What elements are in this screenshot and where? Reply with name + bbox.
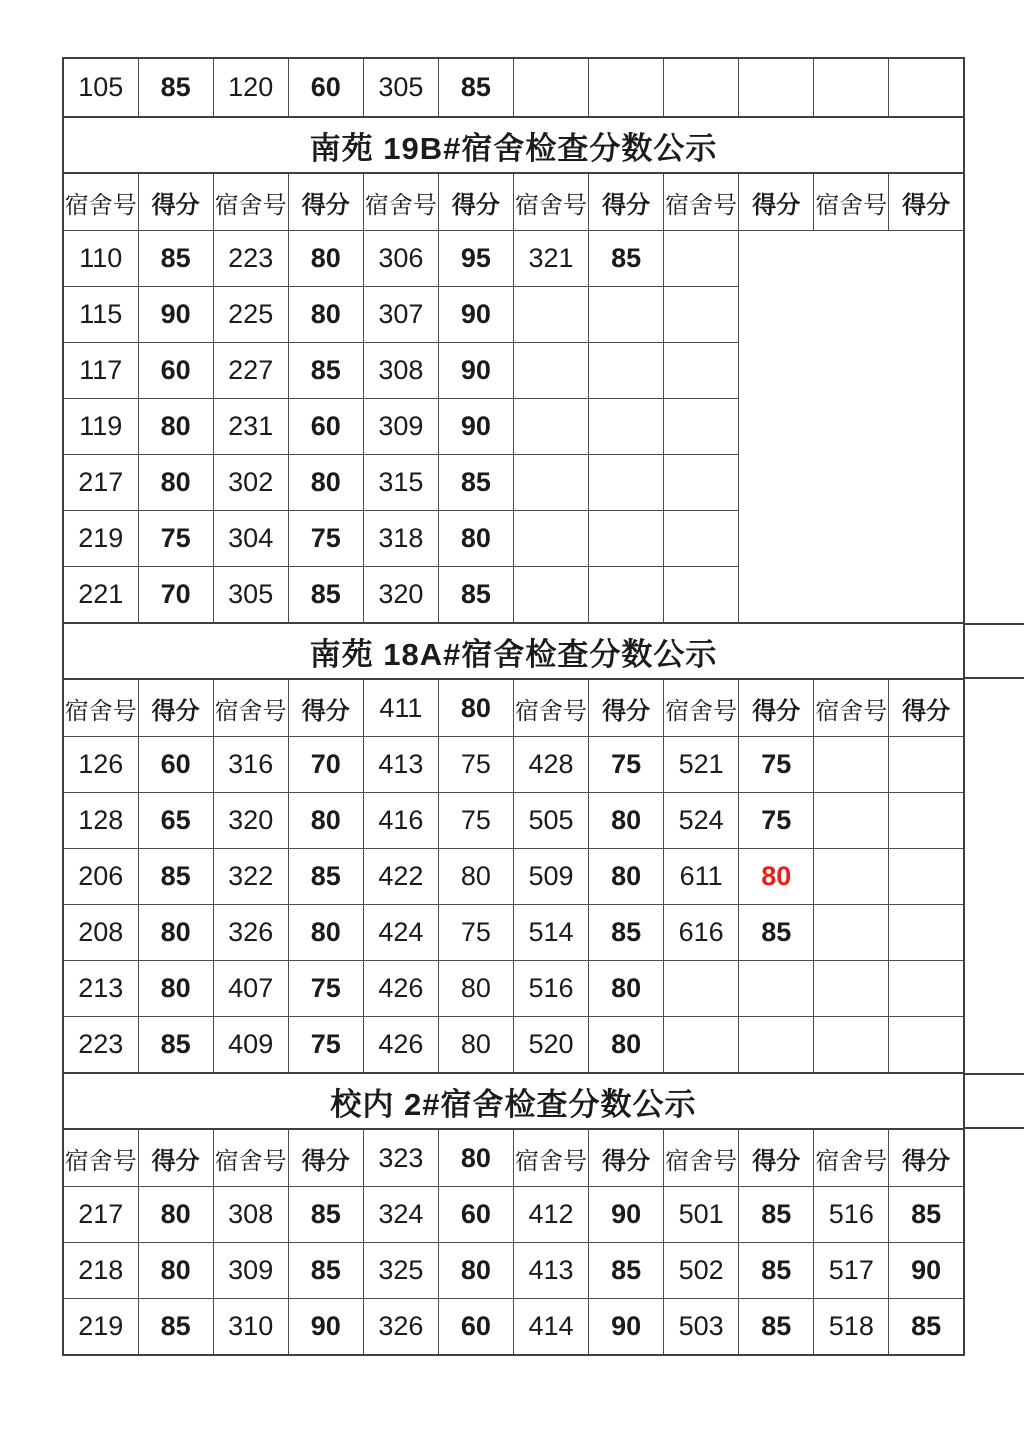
empty-cell: [664, 399, 739, 455]
room-number-cell: 119: [63, 399, 138, 455]
room-number-cell: 217: [63, 1187, 138, 1243]
room-number-cell: 219: [63, 1299, 138, 1356]
room-number-cell: 414: [513, 1299, 588, 1356]
score-cell: 80: [288, 793, 363, 849]
cutoff-column-cell: [963, 623, 1024, 679]
score-cell: 85: [739, 1243, 814, 1299]
empty-cell: [814, 1017, 889, 1074]
room-header-cell: 宿舍号: [664, 1129, 739, 1187]
room-number-cell: 320: [213, 793, 288, 849]
room-number-cell: 225: [213, 287, 288, 343]
empty-cell: [814, 58, 889, 117]
empty-cell: [513, 567, 588, 624]
empty-cell: [664, 58, 739, 117]
score-cell: 85: [589, 905, 664, 961]
score-cell: 85: [138, 231, 213, 287]
empty-cell: [889, 905, 964, 961]
room-number-cell: 428: [513, 737, 588, 793]
room-header-cell: 宿舍号: [814, 1129, 889, 1187]
score-cell: 80: [438, 961, 513, 1017]
score-cell: 80: [589, 793, 664, 849]
room-number-cell: 308: [363, 343, 438, 399]
empty-cell: [589, 567, 664, 624]
score-cell: 75: [288, 961, 363, 1017]
score-table: [62, 57, 965, 1356]
empty-cell: [664, 343, 739, 399]
empty-cell: [889, 849, 964, 905]
room-number-cell: 412: [513, 1187, 588, 1243]
room-header-cell: 宿舍号: [213, 173, 288, 231]
score-cell: 70: [288, 737, 363, 793]
empty-cell: [739, 1017, 814, 1074]
room-header-cell: 宿舍号: [63, 1129, 138, 1187]
score-cell: 85: [138, 1017, 213, 1074]
score-cell: 85: [288, 1187, 363, 1243]
score-cell: 75: [739, 737, 814, 793]
score-header-cell: 得分: [589, 1129, 664, 1187]
empty-cell: [589, 455, 664, 511]
score-cell: 90: [288, 1299, 363, 1356]
score-cell: 60: [138, 737, 213, 793]
empty-cell: [664, 287, 739, 343]
score-cell: 65: [138, 793, 213, 849]
room-number-cell: 524: [664, 793, 739, 849]
empty-cell: [589, 511, 664, 567]
score-cell: 85: [438, 567, 513, 624]
score-cell: 75: [739, 793, 814, 849]
room-number-cell: 518: [814, 1299, 889, 1356]
room-number-cell: 120: [213, 58, 288, 117]
room-header-cell: 宿舍号: [363, 173, 438, 231]
room-header-cell: 宿舍号: [63, 173, 138, 231]
room-number-cell: 413: [513, 1243, 588, 1299]
empty-cell: [664, 961, 739, 1017]
room-number-cell: 308: [213, 1187, 288, 1243]
score-cell: 75: [288, 511, 363, 567]
room-number-cell: 616: [664, 905, 739, 961]
score-header-cell: 得分: [889, 679, 964, 737]
score-cell: 85: [438, 455, 513, 511]
score-cell: 80: [138, 1243, 213, 1299]
score-cell: 80: [288, 287, 363, 343]
score-cell: 85: [589, 231, 664, 287]
empty-cell: [513, 455, 588, 511]
room-number-cell: 219: [63, 511, 138, 567]
room-header-cell: 宿舍号: [213, 1129, 288, 1187]
score-cell: 90: [438, 343, 513, 399]
score-cell: 80: [438, 1017, 513, 1074]
empty-cell: [513, 58, 588, 117]
score-cell: 75: [438, 737, 513, 793]
empty-cell: [664, 231, 739, 287]
score-cell: 85: [288, 343, 363, 399]
room-header-cell: 宿舍号: [513, 679, 588, 737]
score-header-cell: 得分: [889, 173, 964, 231]
room-header-cell: 宿舍号: [814, 173, 889, 231]
room-number-cell: 115: [63, 287, 138, 343]
room-header-cell: 宿舍号: [213, 679, 288, 737]
room-number-cell: 517: [814, 1243, 889, 1299]
empty-cell: [889, 1017, 964, 1074]
room-number-cell: 223: [63, 1017, 138, 1074]
score-cell: 75: [438, 793, 513, 849]
score-cell: 60: [138, 343, 213, 399]
empty-cell: [814, 849, 889, 905]
score-cell: 85: [739, 1187, 814, 1243]
score-cell: 80: [438, 679, 513, 737]
empty-cell: [513, 399, 588, 455]
room-number-cell: 315: [363, 455, 438, 511]
room-number-cell: 326: [363, 1299, 438, 1356]
score-header-cell: 得分: [288, 1129, 363, 1187]
room-number-cell: 520: [513, 1017, 588, 1074]
room-number-cell: 223: [213, 231, 288, 287]
score-cell: 80: [138, 961, 213, 1017]
room-number-cell: 213: [63, 961, 138, 1017]
room-number-cell: 424: [363, 905, 438, 961]
cutoff-column-cell: [963, 1073, 1024, 1129]
room-number-cell: 505: [513, 793, 588, 849]
score-header-cell: 得分: [589, 173, 664, 231]
score-cell: 90: [589, 1299, 664, 1356]
score-cell: 80: [438, 1129, 513, 1187]
score-cell-red: 80: [739, 849, 814, 905]
score-cell: 80: [438, 511, 513, 567]
room-number-cell: 310: [213, 1299, 288, 1356]
score-cell: 85: [739, 905, 814, 961]
empty-cell: [889, 793, 964, 849]
room-number-cell: 322: [213, 849, 288, 905]
room-number-cell: 307: [363, 287, 438, 343]
section-title: 南苑 19B#宿舍检查分数公示: [63, 117, 964, 173]
score-cell: 85: [589, 1243, 664, 1299]
room-number-cell: 126: [63, 737, 138, 793]
score-header-cell: 得分: [288, 173, 363, 231]
room-number-cell: 501: [664, 1187, 739, 1243]
room-number-cell: 128: [63, 793, 138, 849]
room-number-cell: 516: [513, 961, 588, 1017]
empty-cell: [589, 343, 664, 399]
score-cell: 85: [138, 1299, 213, 1356]
room-number-cell: 509: [513, 849, 588, 905]
room-number-cell: 110: [63, 231, 138, 287]
empty-cell: [814, 737, 889, 793]
empty-cell: [513, 343, 588, 399]
score-cell: 90: [138, 287, 213, 343]
room-number-cell: 324: [363, 1187, 438, 1243]
room-number-cell: 105: [63, 58, 138, 117]
room-number-cell: 409: [213, 1017, 288, 1074]
score-cell: 80: [589, 849, 664, 905]
empty-cell: [739, 58, 814, 117]
score-header-cell: 得分: [739, 1129, 814, 1187]
room-number-cell: 208: [63, 905, 138, 961]
room-number-cell: 309: [213, 1243, 288, 1299]
empty-cell: [664, 511, 739, 567]
score-cell: 80: [589, 1017, 664, 1074]
score-cell: 85: [889, 1187, 964, 1243]
score-header-cell: 得分: [438, 173, 513, 231]
room-number-cell: 611: [664, 849, 739, 905]
empty-cell: [664, 1017, 739, 1074]
room-header-cell: 宿舍号: [664, 173, 739, 231]
score-header-cell: 得分: [138, 173, 213, 231]
room-number-cell: 221: [63, 567, 138, 624]
room-header-cell: 宿舍号: [664, 679, 739, 737]
room-header-cell: 宿舍号: [63, 679, 138, 737]
score-header-cell: 得分: [138, 679, 213, 737]
room-number-cell: 521: [664, 737, 739, 793]
score-cell: 75: [589, 737, 664, 793]
room-number-cell: 411: [363, 679, 438, 737]
section-title: 南苑 18A#宿舍检查分数公示: [63, 623, 964, 679]
section-title: 校内 2#宿舍检查分数公示: [63, 1073, 964, 1129]
room-number-cell: 321: [513, 231, 588, 287]
room-number-cell: 306: [363, 231, 438, 287]
room-number-cell: 218: [63, 1243, 138, 1299]
empty-cell: [589, 58, 664, 117]
room-number-cell: 305: [213, 567, 288, 624]
room-number-cell: 413: [363, 737, 438, 793]
score-cell: 80: [138, 905, 213, 961]
score-header-cell: 得分: [889, 1129, 964, 1187]
room-number-cell: 316: [213, 737, 288, 793]
score-cell: 60: [438, 1187, 513, 1243]
score-cell: 80: [138, 455, 213, 511]
empty-cell: [589, 287, 664, 343]
empty-cell: [664, 455, 739, 511]
room-number-cell: 325: [363, 1243, 438, 1299]
room-header-cell: 宿舍号: [513, 1129, 588, 1187]
score-header-cell: 得分: [138, 1129, 213, 1187]
score-cell: 80: [288, 455, 363, 511]
score-cell: 90: [438, 399, 513, 455]
score-cell: 80: [138, 1187, 213, 1243]
score-cell: 60: [438, 1299, 513, 1356]
score-cell: 75: [138, 511, 213, 567]
empty-cell: [814, 793, 889, 849]
empty-cell: [889, 58, 964, 117]
empty-cell: [889, 737, 964, 793]
score-cell: 90: [438, 287, 513, 343]
score-cell: 85: [288, 849, 363, 905]
room-number-cell: 422: [363, 849, 438, 905]
empty-cell: [739, 231, 964, 624]
room-number-cell: 318: [363, 511, 438, 567]
score-cell: 85: [288, 1243, 363, 1299]
room-number-cell: 426: [363, 961, 438, 1017]
room-number-cell: 227: [213, 343, 288, 399]
empty-cell: [664, 567, 739, 624]
score-cell: 75: [438, 905, 513, 961]
score-cell: 90: [889, 1243, 964, 1299]
room-number-cell: 305: [363, 58, 438, 117]
empty-cell: [513, 287, 588, 343]
room-header-cell: 宿舍号: [513, 173, 588, 231]
score-cell: 85: [138, 849, 213, 905]
score-cell: 80: [138, 399, 213, 455]
score-cell: 85: [138, 58, 213, 117]
score-cell: 80: [589, 961, 664, 1017]
room-number-cell: 426: [363, 1017, 438, 1074]
room-number-cell: 407: [213, 961, 288, 1017]
score-cell: 75: [288, 1017, 363, 1074]
room-number-cell: 304: [213, 511, 288, 567]
room-number-cell: 302: [213, 455, 288, 511]
score-cell: 60: [288, 58, 363, 117]
score-cell: 80: [438, 1243, 513, 1299]
score-cell: 90: [589, 1187, 664, 1243]
score-header-cell: 得分: [739, 173, 814, 231]
room-number-cell: 502: [664, 1243, 739, 1299]
room-number-cell: 514: [513, 905, 588, 961]
empty-cell: [739, 961, 814, 1017]
empty-cell: [513, 511, 588, 567]
room-number-cell: 323: [363, 1129, 438, 1187]
empty-cell: [814, 905, 889, 961]
room-header-cell: 宿舍号: [814, 679, 889, 737]
room-number-cell: 326: [213, 905, 288, 961]
score-cell: 85: [739, 1299, 814, 1356]
score-cell: 80: [288, 905, 363, 961]
room-number-cell: 231: [213, 399, 288, 455]
room-number-cell: 320: [363, 567, 438, 624]
score-cell: 70: [138, 567, 213, 624]
score-cell: 95: [438, 231, 513, 287]
room-number-cell: 416: [363, 793, 438, 849]
room-number-cell: 117: [63, 343, 138, 399]
score-cell: 80: [288, 231, 363, 287]
room-number-cell: 217: [63, 455, 138, 511]
room-number-cell: 503: [664, 1299, 739, 1356]
score-cell: 60: [288, 399, 363, 455]
score-header-cell: 得分: [589, 679, 664, 737]
score-cell: 85: [438, 58, 513, 117]
empty-cell: [589, 399, 664, 455]
room-number-cell: 206: [63, 849, 138, 905]
empty-cell: [814, 961, 889, 1017]
room-number-cell: 516: [814, 1187, 889, 1243]
score-header-cell: 得分: [288, 679, 363, 737]
score-cell: 85: [889, 1299, 964, 1356]
empty-cell: [889, 961, 964, 1017]
room-number-cell: 309: [363, 399, 438, 455]
score-cell: 85: [288, 567, 363, 624]
score-header-cell: 得分: [739, 679, 814, 737]
score-cell: 80: [438, 849, 513, 905]
